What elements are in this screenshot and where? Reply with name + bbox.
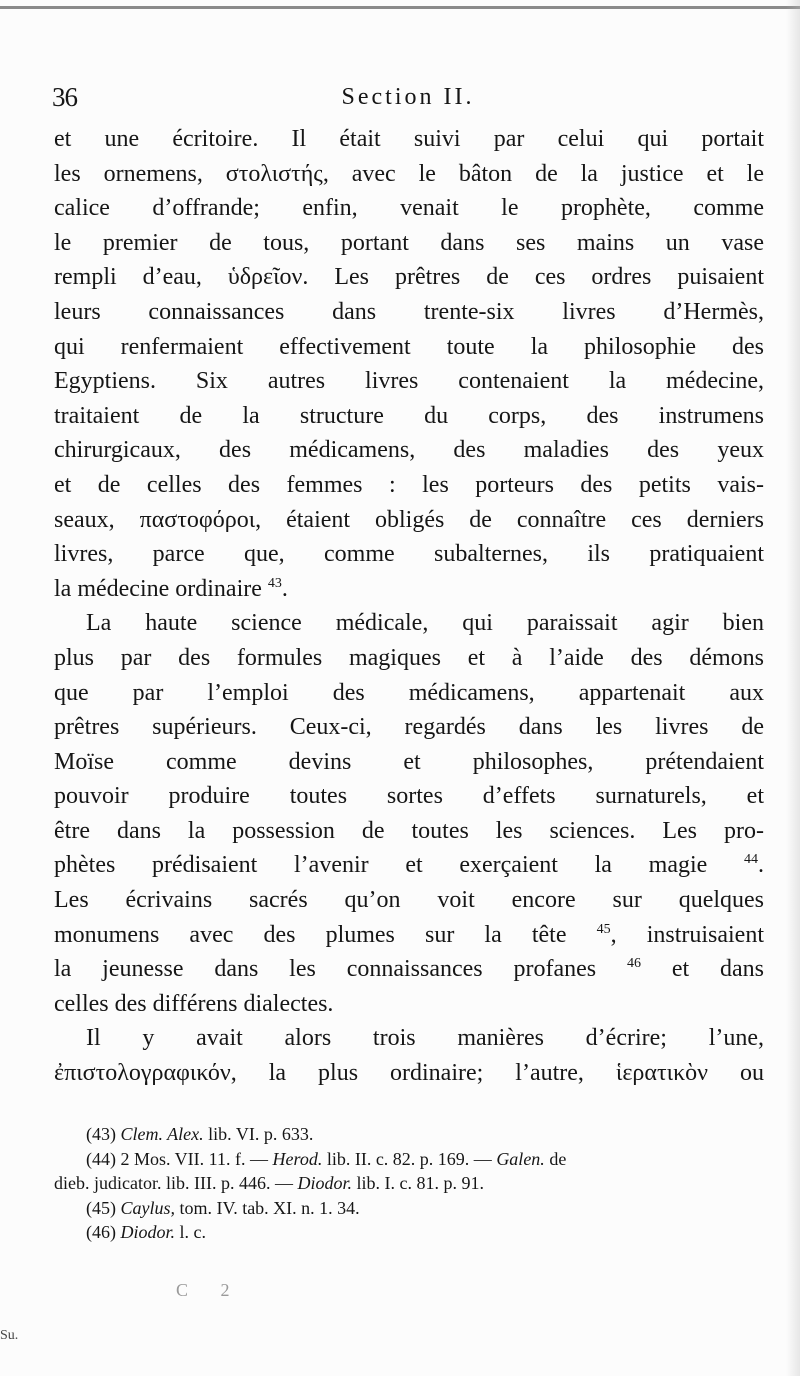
note-ref-46: 46 bbox=[626, 956, 641, 972]
text-line: et de celles des femmes : les porteurs des petits vais- bbox=[54, 471, 764, 498]
text-line bbox=[54, 572, 764, 607]
footnote-number: (44) bbox=[86, 1148, 116, 1169]
note-ref-43: 43 bbox=[267, 575, 282, 591]
text-line: et une écritoire. Il était suivi par celui qui portait bbox=[54, 126, 764, 152]
note-ref-45: 45 bbox=[596, 921, 611, 937]
footnote-author: Galen. bbox=[496, 1148, 545, 1169]
footnote-45 bbox=[54, 1196, 766, 1221]
text-line: prêtres supérieurs. Ceux-ci, regardés dans les livres de bbox=[54, 714, 764, 741]
page-header bbox=[52, 80, 764, 116]
footnote-number: (43) bbox=[86, 1124, 116, 1144]
text-line: pouvoir produire toutes sortes d’effets surnaturels, et bbox=[54, 783, 764, 810]
line-tail: . bbox=[758, 852, 764, 879]
footnote-46 bbox=[54, 1220, 766, 1245]
footnote-text: lib. I. c. 81. p. 91. bbox=[351, 1173, 484, 1193]
text-line: ἐπιστολογραφικόν, la plus ordinaire; l’autre, ἱερατικὸν ou bbox=[54, 1060, 764, 1087]
text-line: le premier de tous, portant dans ses mains un vase bbox=[54, 229, 764, 256]
text-line: traitaient de la structure du corps, des instrumens bbox=[54, 402, 764, 429]
footnote-author: Diodor. bbox=[297, 1173, 352, 1193]
footnote-text: lib. VI. p. 633. bbox=[203, 1124, 314, 1144]
text-line: celles des différens dialectes. bbox=[54, 990, 334, 1017]
text-line bbox=[54, 848, 764, 883]
footnote-text: l. c. bbox=[175, 1222, 207, 1242]
page-number: 36 bbox=[52, 82, 77, 112]
footnote-text: tom. IV. tab. XI. n. 1. 34. bbox=[175, 1197, 360, 1218]
text-line bbox=[54, 952, 764, 987]
text-line: qui renfermaient effectivement toute la philosophie des bbox=[54, 333, 764, 360]
footnote-text: dieb. judicator. lib. III. p. 446. — bbox=[54, 1173, 298, 1193]
text-line: Les écrivains sacrés qu’on voit encore sur quelques bbox=[54, 887, 764, 914]
footnotes bbox=[54, 1122, 766, 1245]
text-line: leurs connaissances dans trente-six livres d’Hermès, bbox=[54, 298, 764, 325]
footnote-number: (45) bbox=[86, 1197, 116, 1218]
line-tail: et dans bbox=[640, 956, 764, 983]
footnote-43 bbox=[54, 1122, 766, 1147]
text-line bbox=[54, 918, 764, 953]
top-rule bbox=[0, 6, 800, 9]
footnote-text: 2 Mos. VII. 11. f. — bbox=[116, 1148, 273, 1169]
main-text bbox=[54, 122, 764, 1091]
text-line: chirurgicaux, des médicamens, des maladies des yeux bbox=[54, 437, 764, 464]
footnote-author: Clem. Alex. bbox=[120, 1124, 204, 1144]
text-line: Moïse comme devins et philosophes, prétendaient bbox=[54, 748, 764, 775]
text-line: plus par des formules magiques et à l’aide des démons bbox=[54, 644, 764, 671]
text-line: être dans la possession de toutes les sciences. Les pro- bbox=[54, 817, 764, 844]
line-text: la jeunesse dans les connaissances profanes bbox=[54, 956, 597, 983]
text-line: seaux, παστοφόροι, étaient obligés de connaître ces derniers bbox=[54, 506, 764, 533]
line-text: la médecine ordinaire bbox=[54, 575, 262, 602]
text-line: Il y avait alors trois manières d’écrire; l’une, bbox=[86, 1025, 764, 1052]
text-line: les ornemens, στολιστής, avec le bâton de la justice et le bbox=[54, 160, 764, 187]
text-line: La haute science médicale, qui paraissait agir bien bbox=[86, 610, 764, 637]
text-line: Egyptiens. Six autres livres contenaient la médecine, bbox=[54, 368, 764, 395]
right-page-edge bbox=[786, 0, 800, 1376]
footnote-44-continued bbox=[54, 1171, 766, 1196]
footnote-author: Diodor. bbox=[120, 1222, 176, 1242]
line-tail: . bbox=[281, 575, 288, 602]
line-text: phètes prédisaient l’avenir et exerçaient la magie bbox=[54, 852, 708, 879]
edge-mark: Su. bbox=[0, 1328, 19, 1343]
footnote-number: (46) bbox=[86, 1222, 116, 1242]
text-line: calice d’offrande; enfin, venait le prophète, comme bbox=[54, 195, 764, 222]
note-ref-44: 44 bbox=[744, 852, 758, 868]
footnote-44 bbox=[54, 1147, 766, 1172]
signature-mark: C 2 bbox=[176, 1280, 244, 1300]
line-text: monumens avec des plumes sur la tête bbox=[54, 921, 567, 948]
footnote-author: Herod. bbox=[272, 1148, 323, 1169]
footnote-text: de bbox=[544, 1148, 567, 1169]
footnote-author: Caylus, bbox=[120, 1197, 176, 1218]
footnote-text: lib. II. c. 82. p. 169. — bbox=[322, 1148, 497, 1169]
line-tail: , instruisaient bbox=[610, 921, 764, 948]
text-line: rempli d’eau, ὑδρεῖον. Les prêtres de ces ordres puisaient bbox=[54, 264, 764, 291]
text-line: livres, parce que, comme subalternes, ils pratiquaient bbox=[54, 541, 764, 568]
running-head: Section II. bbox=[341, 84, 475, 110]
text-line: que par l’emploi des médicamens, appartenait aux bbox=[54, 679, 764, 706]
